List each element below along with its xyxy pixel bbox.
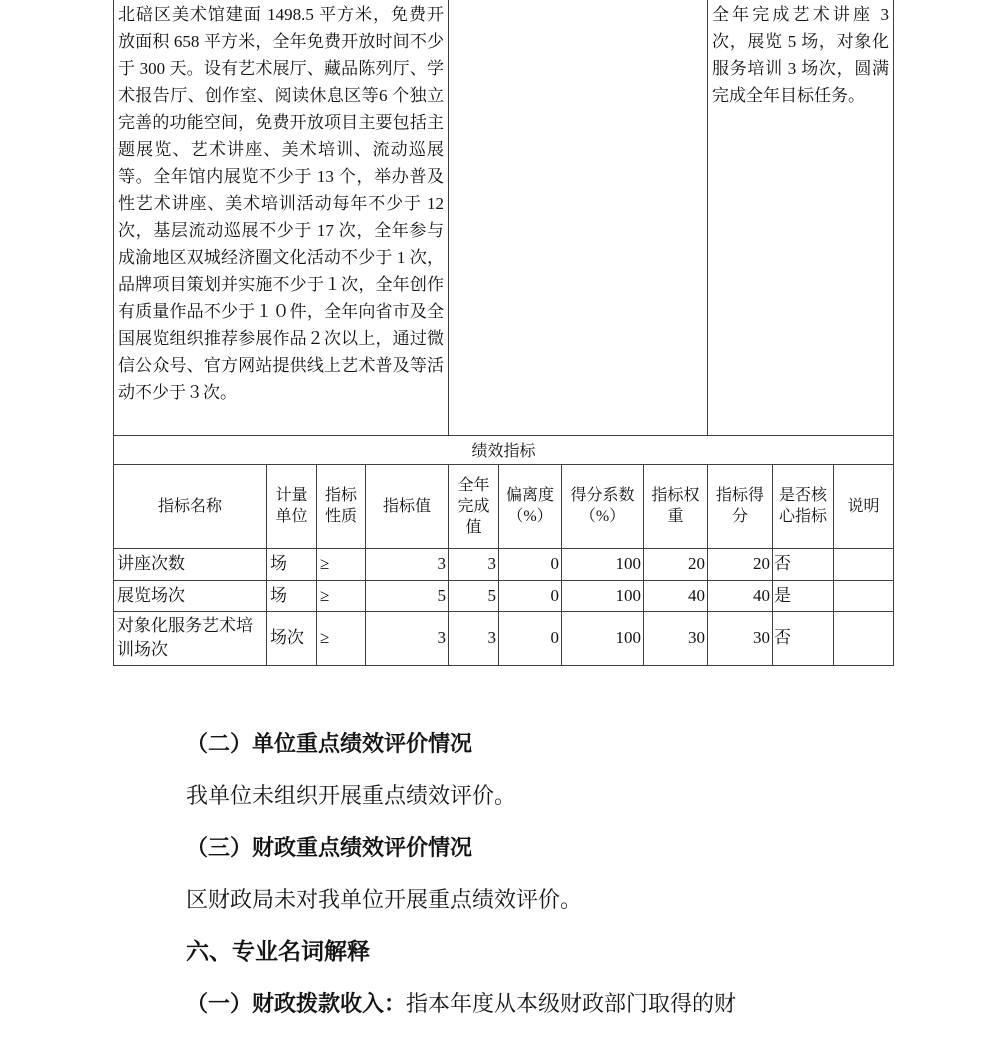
col-header-score-coefficient: 得分系数（%）	[562, 464, 644, 548]
indicator-row-lectures	[114, 548, 894, 580]
cell-name: 展览场次	[114, 580, 267, 611]
cell-core-indicator: 是	[773, 580, 834, 611]
col-header-score: 指标得分	[708, 464, 773, 548]
body-text-block	[186, 727, 931, 1039]
col-header-completed-value: 全年完成值	[449, 464, 499, 548]
cell-target: 3	[366, 611, 449, 665]
col-header-note: 说明	[834, 464, 894, 548]
museum-description-text: 北碚区美术馆建面 1498.5 平方米，免费开放面积 658 平方米，全年免费开放时间不少于 300 天。设有艺术展厅、藏品陈列厅、学术报告厅、创作室、阅读休息区等6 个独立完善的功能空间，免费开放项目主要包括主题展览、艺术讲座、美术培训、流动巡展等。全年馆内展览不少于 13 个，举办普及性艺术讲座、美术培训活动每年不少于 12 次，基层流动巡展不少于 17 次，全年参与成渝地区双城经济圈文化活动不少于 1 次，品牌项目策划并实施不少于１次，全年创作有质量作品不少于１０件，全年向省市及全国展览组织推荐参展作品２次以上，通过微信公众号、官方网站提供线上艺术普及等活动不少于３次。	[118, 5, 444, 402]
cell-score: 20	[708, 548, 773, 580]
cell-core-indicator: 否	[773, 548, 834, 580]
col-header-core-indicator: 是否核心指标	[773, 464, 834, 548]
cell-weight: 30	[644, 611, 708, 665]
cell-completed: 3	[449, 548, 499, 580]
cell-unit: 场次	[267, 611, 317, 665]
cell-deviation: 0	[499, 580, 562, 611]
cell-unit: 场	[267, 548, 317, 580]
cell-score: 40	[708, 580, 773, 611]
annual-completion-text: 全年完成艺术讲座 3 次，展览 5 场，对象化服务培训 3 场次，圆满完成全年目标任务。	[712, 5, 890, 105]
cell-weight: 20	[644, 548, 708, 580]
indicator-row-exhibitions	[114, 580, 894, 611]
cell-score: 30	[708, 611, 773, 665]
col-header-weight: 指标权重	[644, 464, 708, 548]
cell-deviation: 0	[499, 611, 562, 665]
cell-completed: 3	[449, 611, 499, 665]
cell-name: 讲座次数	[114, 548, 267, 580]
cell-completed: 5	[449, 580, 499, 611]
col-header-indicator-name: 指标名称	[114, 464, 267, 548]
subheading-unit-key-evaluation: （二）单位重点绩效评价情况	[186, 731, 473, 756]
cell-unit: 场	[267, 580, 317, 611]
term-fiscal-appropriation-income	[186, 987, 931, 1020]
cell-core-indicator: 否	[773, 611, 834, 665]
col-header-deviation: 偏离度（%）	[499, 464, 562, 548]
cell-note	[834, 580, 894, 611]
cell-nature: ≥	[317, 580, 366, 611]
cell-note	[834, 611, 894, 665]
museum-description-cell	[114, 0, 449, 435]
heading-terminology: 六、专业名词解释	[186, 938, 370, 964]
col-header-unit: 计量单位	[267, 464, 317, 548]
body-finance-key-evaluation: 区财政局未对我单位开展重点绩效评价。	[186, 887, 583, 912]
term-lead: （一）财政拨款收入：	[186, 991, 407, 1016]
cell-score-coefficient: 100	[562, 548, 644, 580]
cell-nature: ≥	[317, 548, 366, 580]
cell-target: 3	[366, 548, 449, 580]
cell-name: 对象化服务艺术培训场次	[114, 611, 267, 665]
empty-middle-cell	[449, 0, 708, 435]
col-header-target-value: 指标值	[366, 464, 449, 548]
cell-target: 5	[366, 580, 449, 611]
annual-completion-cell	[708, 0, 894, 435]
cell-score-coefficient: 100	[562, 580, 644, 611]
cell-weight: 40	[644, 580, 708, 611]
annual-target-row	[114, 0, 894, 435]
cell-nature: ≥	[317, 611, 366, 665]
cell-note	[834, 548, 894, 580]
cell-score-coefficient: 100	[562, 611, 644, 665]
indicators-section-title: 绩效指标	[114, 435, 894, 464]
body-unit-key-evaluation: 我单位未组织开展重点绩效评价。	[186, 783, 517, 808]
col-header-nature: 指标性质	[317, 464, 366, 548]
indicator-row-training	[114, 611, 894, 665]
indicators-header-row	[114, 464, 894, 548]
term-definition: 指本年度从本级财政部门取得的财	[406, 991, 737, 1016]
indicators-section-row	[114, 435, 894, 464]
cell-deviation: 0	[499, 548, 562, 580]
subheading-finance-key-evaluation: （三）财政重点绩效评价情况	[186, 835, 473, 860]
performance-report-table	[113, 0, 894, 666]
